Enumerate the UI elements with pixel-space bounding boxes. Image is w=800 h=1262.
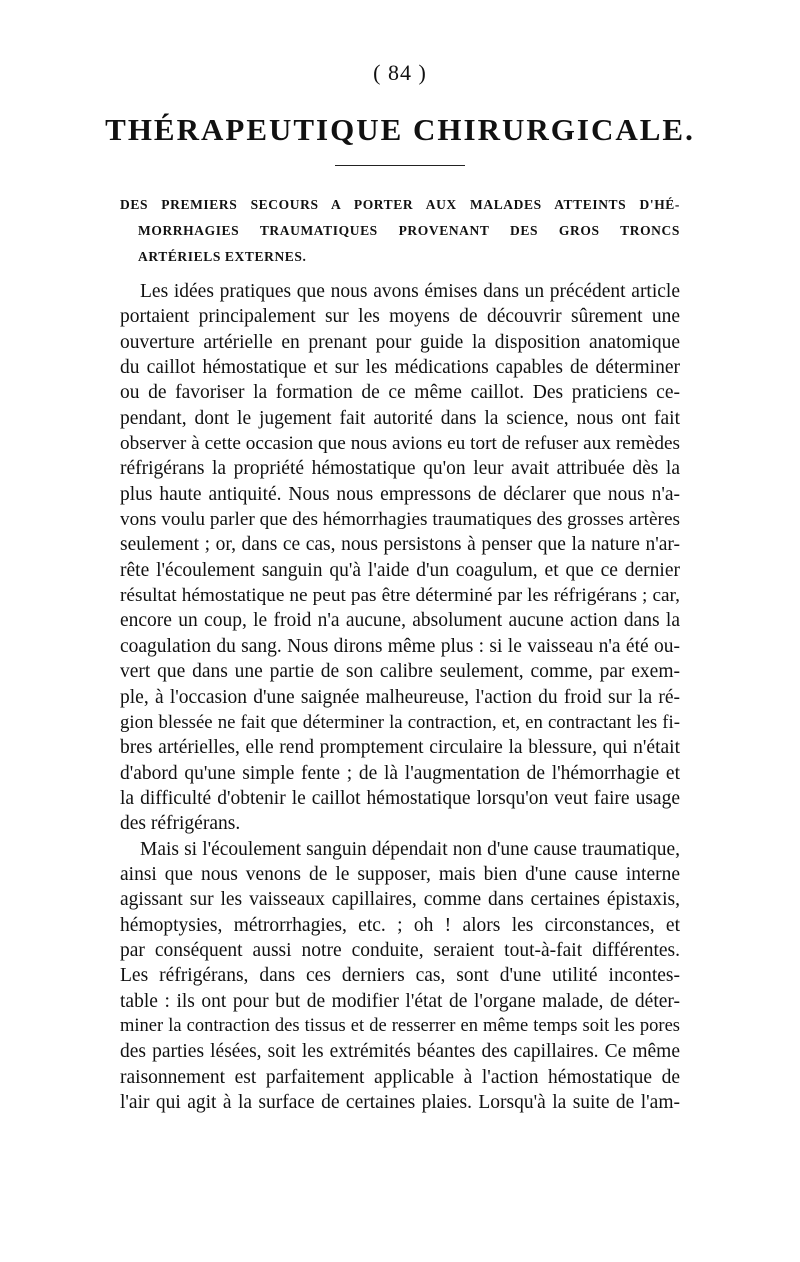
text-line: ouverture artérielle en prenant pour guide la disposition anatomique [120, 331, 680, 353]
subtitle-line: MORRHAGIES TRAUMATIQUES PROVENANT DES GROS TRONCS [138, 223, 680, 238]
text-line: Les idées pratiques que nous avons émises dans un précédent article [140, 281, 680, 302]
text-line: d'abord qu'une simple fente ; de là l'augmentation de l'hémorrhagie et [120, 762, 680, 784]
text-line: rête l'écoulement sanguin qu'à l'aide d'un coagulum, et que ce dernier [120, 559, 680, 581]
text-line: par conséquent aussi notre conduite, seraient tout-à-fait différentes. [120, 939, 680, 961]
text-line: gion blessée ne fait que déterminer la contraction, et, en contractant les fi- [120, 711, 680, 733]
subtitle-line: ARTÉRIELS EXTERNES. [138, 249, 307, 264]
text-line: raisonnement est parfaitement applicable à l'action hémostatique de [120, 1066, 680, 1088]
text-line: ou de favoriser la formation de ce même caillot. Des praticiens ce- [120, 382, 680, 404]
body-text [120, 279, 680, 1115]
text-line: des réfrigérans. [120, 813, 241, 835]
chapter-subtitle [120, 192, 680, 270]
title-rule [335, 165, 465, 166]
section-title: THÉRAPEUTIQUE CHIRURGICALE. [105, 112, 695, 147]
text-line: la difficulté d'obtenir le caillot hémostatique lorsqu'on veut faire usage [120, 787, 680, 809]
text-line: l'air qui agit à la surface de certaines plaies. Lorsqu'à la suite de l'am- [120, 1092, 680, 1113]
text-line: miner la contraction des tissus et de resserrer en même temps soit les pores [120, 1015, 680, 1036]
text-line: agissant sur les vaisseaux capillaires, comme dans certaines épistaxis, [120, 889, 680, 911]
text-line: des parties lésées, soit les extrémités béantes des capillaires. Ce même [120, 1041, 680, 1063]
text-line: coagulation du sang. Nous dirons même plus : si le vaisseau n'a été ou- [120, 635, 680, 657]
text-line: réfrigérans la propriété hémostatique qu'on leur avait attribuée dès la [120, 458, 680, 480]
paragraph-1 [120, 279, 680, 837]
text-line: seulement ; or, dans ce cas, nous persistons à penser que la nature n'ar- [120, 534, 680, 556]
text-line: bres artérielles, elle rend promptement circulaire la blessure, qui n'était [120, 737, 680, 759]
text-line: vons voulu parler que des hémorrhagies traumatiques des grosses artères [120, 509, 680, 531]
text-line: Les réfrigérans, dans ces derniers cas, sont d'une utilité incontes- [120, 965, 680, 987]
paragraph-2 [120, 837, 680, 1116]
text-line: ainsi que nous venons de le supposer, mais bien d'une cause interne [120, 863, 680, 885]
text-line: observer à cette occasion que nous avions eu tort de refuser aux remèdes [120, 433, 680, 455]
text-line: pendant, dont le jugement fait autorité dans la science, nous ont fait [120, 407, 680, 429]
text-line: plus haute antiquité. Nous nous empressons de déclarer que nous n'a- [120, 483, 680, 505]
page-number: ( 84 ) [373, 60, 427, 85]
text-line: vert que dans une partie de son calibre seulement, comme, par exem- [120, 661, 680, 683]
text-line: du caillot hémostatique et sur les médications capables de déterminer [120, 357, 680, 379]
text-line: Mais si l'écoulement sanguin dépendait non d'une cause traumatique, [140, 838, 680, 860]
subtitle-line: DES PREMIERS SECOURS A PORTER AUX MALADES ATTEINTS D'HÉ- [120, 197, 680, 212]
text-line: table : ils ont pour but de modifier l'état de l'organe malade, de déter- [120, 990, 680, 1012]
text-line: hémoptysies, métrorrhagies, etc. ; oh ! alors les circonstances, et [120, 914, 680, 936]
text-line: résultat hémostatique ne peut pas être déterminé par les réfrigérans ; car, [120, 585, 680, 607]
text-line: ple, à l'occasion d'une saignée malheureuse, l'action du froid sur la ré- [120, 686, 680, 708]
text-line: portaient principalement sur les moyens de découvrir sûrement une [120, 306, 680, 328]
text-line: encore un coup, le froid n'a aucune, absolument aucune action dans la [120, 610, 680, 632]
